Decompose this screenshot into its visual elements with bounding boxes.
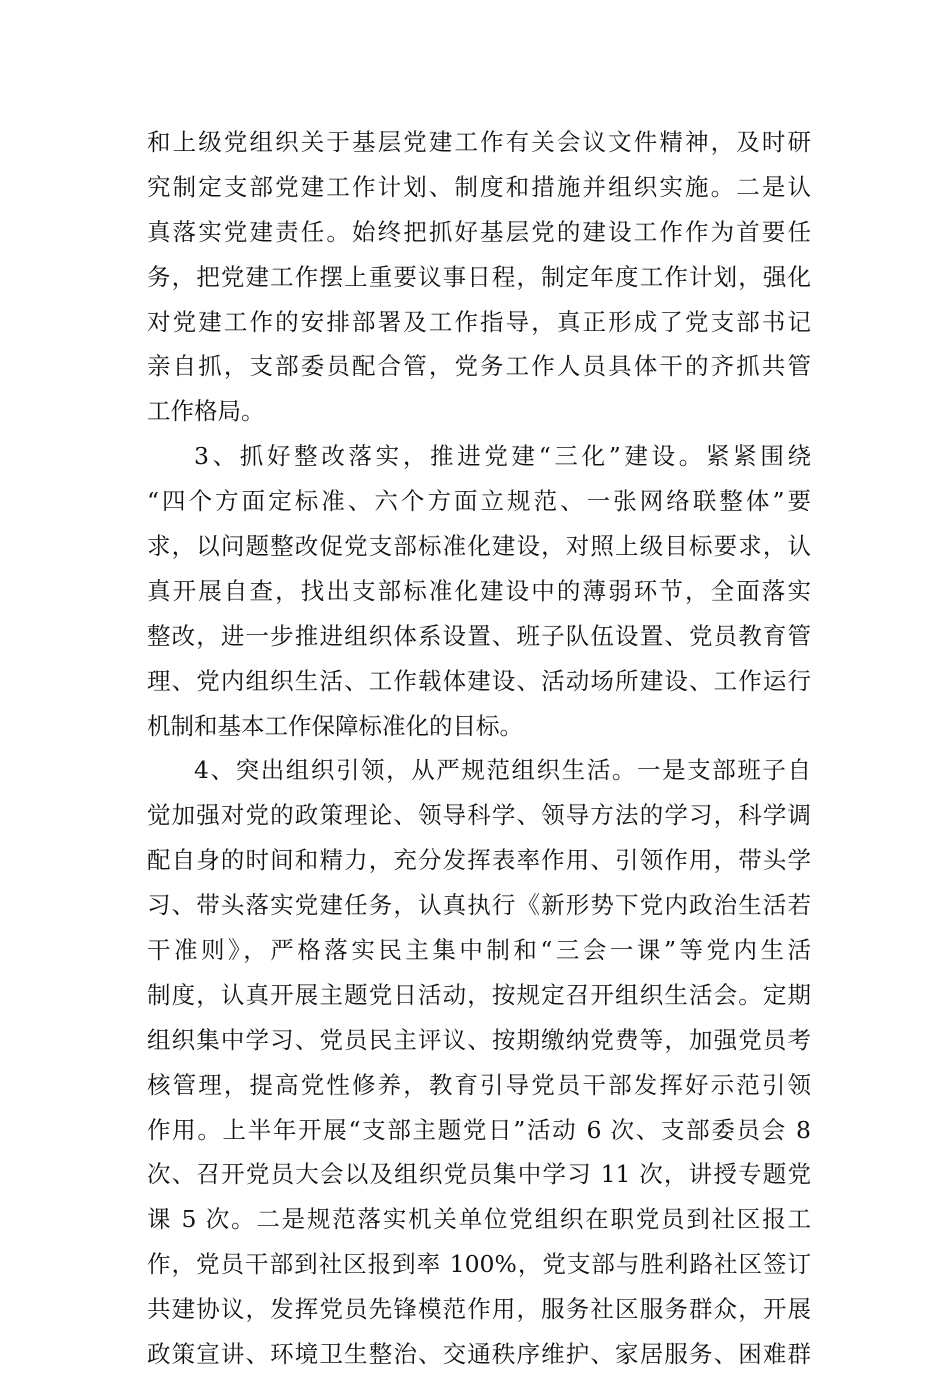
text-line: 真开展自查，找出支部标准化建设中的薄弱环节，全面落实 (147, 576, 811, 605)
text-line: 整改，进一步推进组织体系设置、班子队伍设置、党员教育管 (147, 621, 811, 650)
text-line: 4、突出组织引领，从严规范组织生活。一是支部班子自 (194, 756, 811, 785)
text-line: 工作格局。 (147, 397, 265, 426)
text-line: 真落实党建责任。始终把抓好基层党的建设工作作为首要任 (147, 217, 811, 246)
text-line: 3、抓好整改落实，推进党建“三化”建设。紧紧围绕 (194, 442, 811, 471)
text-line: 理、党内组织生活、工作载体建设、活动场所建设、工作运行 (147, 666, 811, 695)
text-line: 共建协议，发挥党员先锋模范作用，服务社区服务群众，开展 (147, 1295, 811, 1324)
text-line: 习、带头落实党建任务，认真执行《新形势下党内政治生活若 (147, 891, 811, 920)
text-line: 求，以问题整改促党支部标准化建设，对照上级目标要求，认 (147, 532, 811, 561)
text-line: 觉加强对党的政策理论、领导科学、领导方法的学习，科学调 (147, 801, 811, 830)
text-line: 配自身的时间和精力，充分发挥表率作用、引领作用，带头学 (147, 846, 811, 875)
body-text (147, 120, 811, 1377)
text-line: 务，把党建工作摆上重要议事日程，制定年度工作计划，强化 (147, 262, 811, 291)
text-line: 干准则》，严格落实民主集中制和“三会一课”等党内生活 (147, 936, 811, 965)
text-line: 课 5 次。二是规范落实机关单位党组织在职党员到社区报工 (147, 1205, 811, 1234)
text-line: 对党建工作的安排部署及工作指导，真正形成了党支部书记 (147, 307, 811, 336)
text-line: “四个方面定标准、六个方面立规范、一张网络联整体”要 (147, 487, 811, 516)
text-line: 亲自抓，支部委员配合管，党务工作人员具体干的齐抓共管 (147, 352, 811, 381)
text-line: 政策宣讲、环境卫生整治、交通秩序维护、家居服务、困难群 (147, 1340, 811, 1369)
text-line: 次、召开党员大会以及组织党员集中学习 11 次，讲授专题党 (147, 1160, 811, 1189)
text-line: 组织集中学习、党员民主评议、按期缴纳党费等，加强党员考 (147, 1025, 811, 1054)
text-line: 作，党员干部到社区报到率 100%，党支部与胜利路社区签订 (147, 1250, 811, 1279)
text-line: 核管理，提高党性修养，教育引导党员干部发挥好示范引领 (147, 1070, 811, 1099)
text-line: 制度，认真开展主题党日活动，按规定召开组织生活会。定期 (147, 980, 811, 1009)
text-line: 究制定支部党建工作计划、制度和措施并组织实施。二是认 (147, 172, 811, 201)
text-line: 作用。上半年开展“支部主题党日”活动 6 次、支部委员会 8 (147, 1115, 811, 1144)
text-line: 机制和基本工作保障标准化的目标。 (147, 711, 523, 740)
text-line: 和上级党组织关于基层党建工作有关会议文件精神，及时研 (147, 128, 811, 156)
